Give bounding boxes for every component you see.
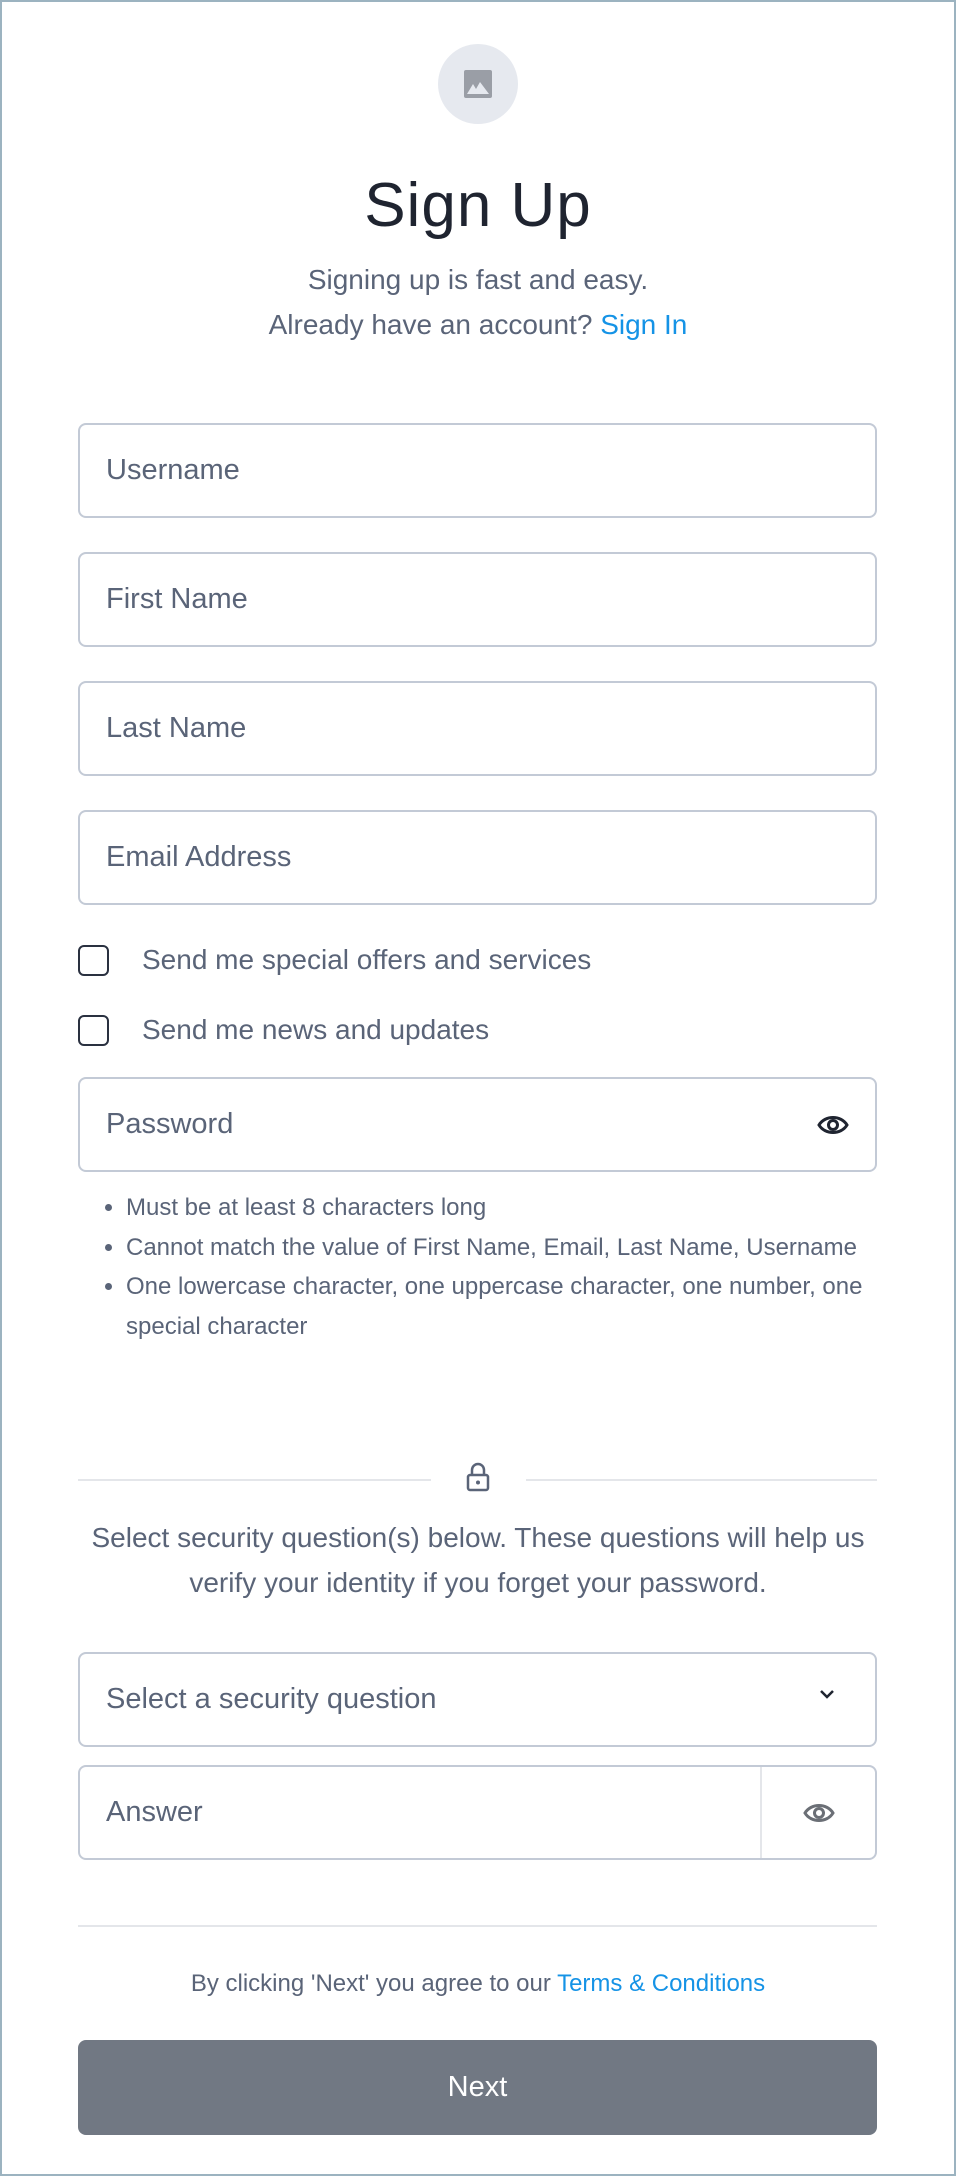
security-description: Select security question(s) below. These questions will help us verify your identity if you forget your password. (91, 1522, 865, 1598)
show-password-eye-icon[interactable] (817, 1113, 849, 1137)
offers-checkbox-row[interactable] (78, 944, 591, 976)
terms-link[interactable]: Terms & Conditions (557, 1970, 766, 1997)
password-rule: • One lowercase character, one uppercase character, one number, one special character (126, 1267, 865, 1346)
first-name-input[interactable] (78, 552, 877, 647)
email-placeholder: Email Address (106, 841, 292, 873)
first-name-placeholder: First Name (106, 583, 248, 615)
last-name-placeholder: Last Name (106, 712, 247, 744)
image-icon (464, 70, 492, 98)
account-prompt (0, 309, 956, 341)
divider-left (78, 1479, 431, 1481)
password-rule: • Cannot match the value of First Name, Email, Last Name, Username (126, 1228, 865, 1268)
answer-placeholder: Answer (106, 1796, 203, 1828)
page-title: Sign Up (364, 171, 592, 240)
security-question-select[interactable] (78, 1652, 877, 1747)
next-button[interactable]: Next (78, 2040, 877, 2135)
lock-icon (466, 1462, 490, 1492)
sign-in-link[interactable]: Sign In (600, 309, 688, 340)
terms-prefix: By clicking 'Next' you agree to our (190, 1970, 551, 1997)
chevron-down-icon (819, 1688, 835, 1700)
password-placeholder: Password (106, 1108, 234, 1140)
username-placeholder: Username (106, 454, 240, 486)
show-answer-button[interactable] (760, 1767, 875, 1858)
password-rule: • Must be at least 8 characters long (126, 1188, 865, 1228)
email-input[interactable] (78, 810, 877, 905)
offers-checkbox[interactable] (78, 945, 109, 976)
security-answer-input[interactable] (78, 1765, 877, 1860)
terms-text (0, 1970, 956, 1998)
account-prompt-text: Already have an account? (268, 309, 593, 340)
news-checkbox[interactable] (78, 1015, 109, 1046)
security-question-placeholder: Select a security question (106, 1683, 437, 1715)
eye-icon (803, 1801, 835, 1825)
footer-divider (78, 1925, 877, 1927)
username-input[interactable] (78, 423, 877, 518)
news-checkbox-row[interactable] (78, 1014, 489, 1046)
password-rules (105, 1188, 865, 1346)
offers-checkbox-label: Send me special offers and services (142, 944, 592, 975)
password-input[interactable] (78, 1077, 877, 1172)
logo-placeholder (438, 44, 518, 124)
subtitle: Signing up is fast and easy. (307, 264, 649, 295)
divider-right (526, 1479, 877, 1481)
news-checkbox-label: Send me news and updates (142, 1014, 490, 1045)
last-name-input[interactable] (78, 681, 877, 776)
